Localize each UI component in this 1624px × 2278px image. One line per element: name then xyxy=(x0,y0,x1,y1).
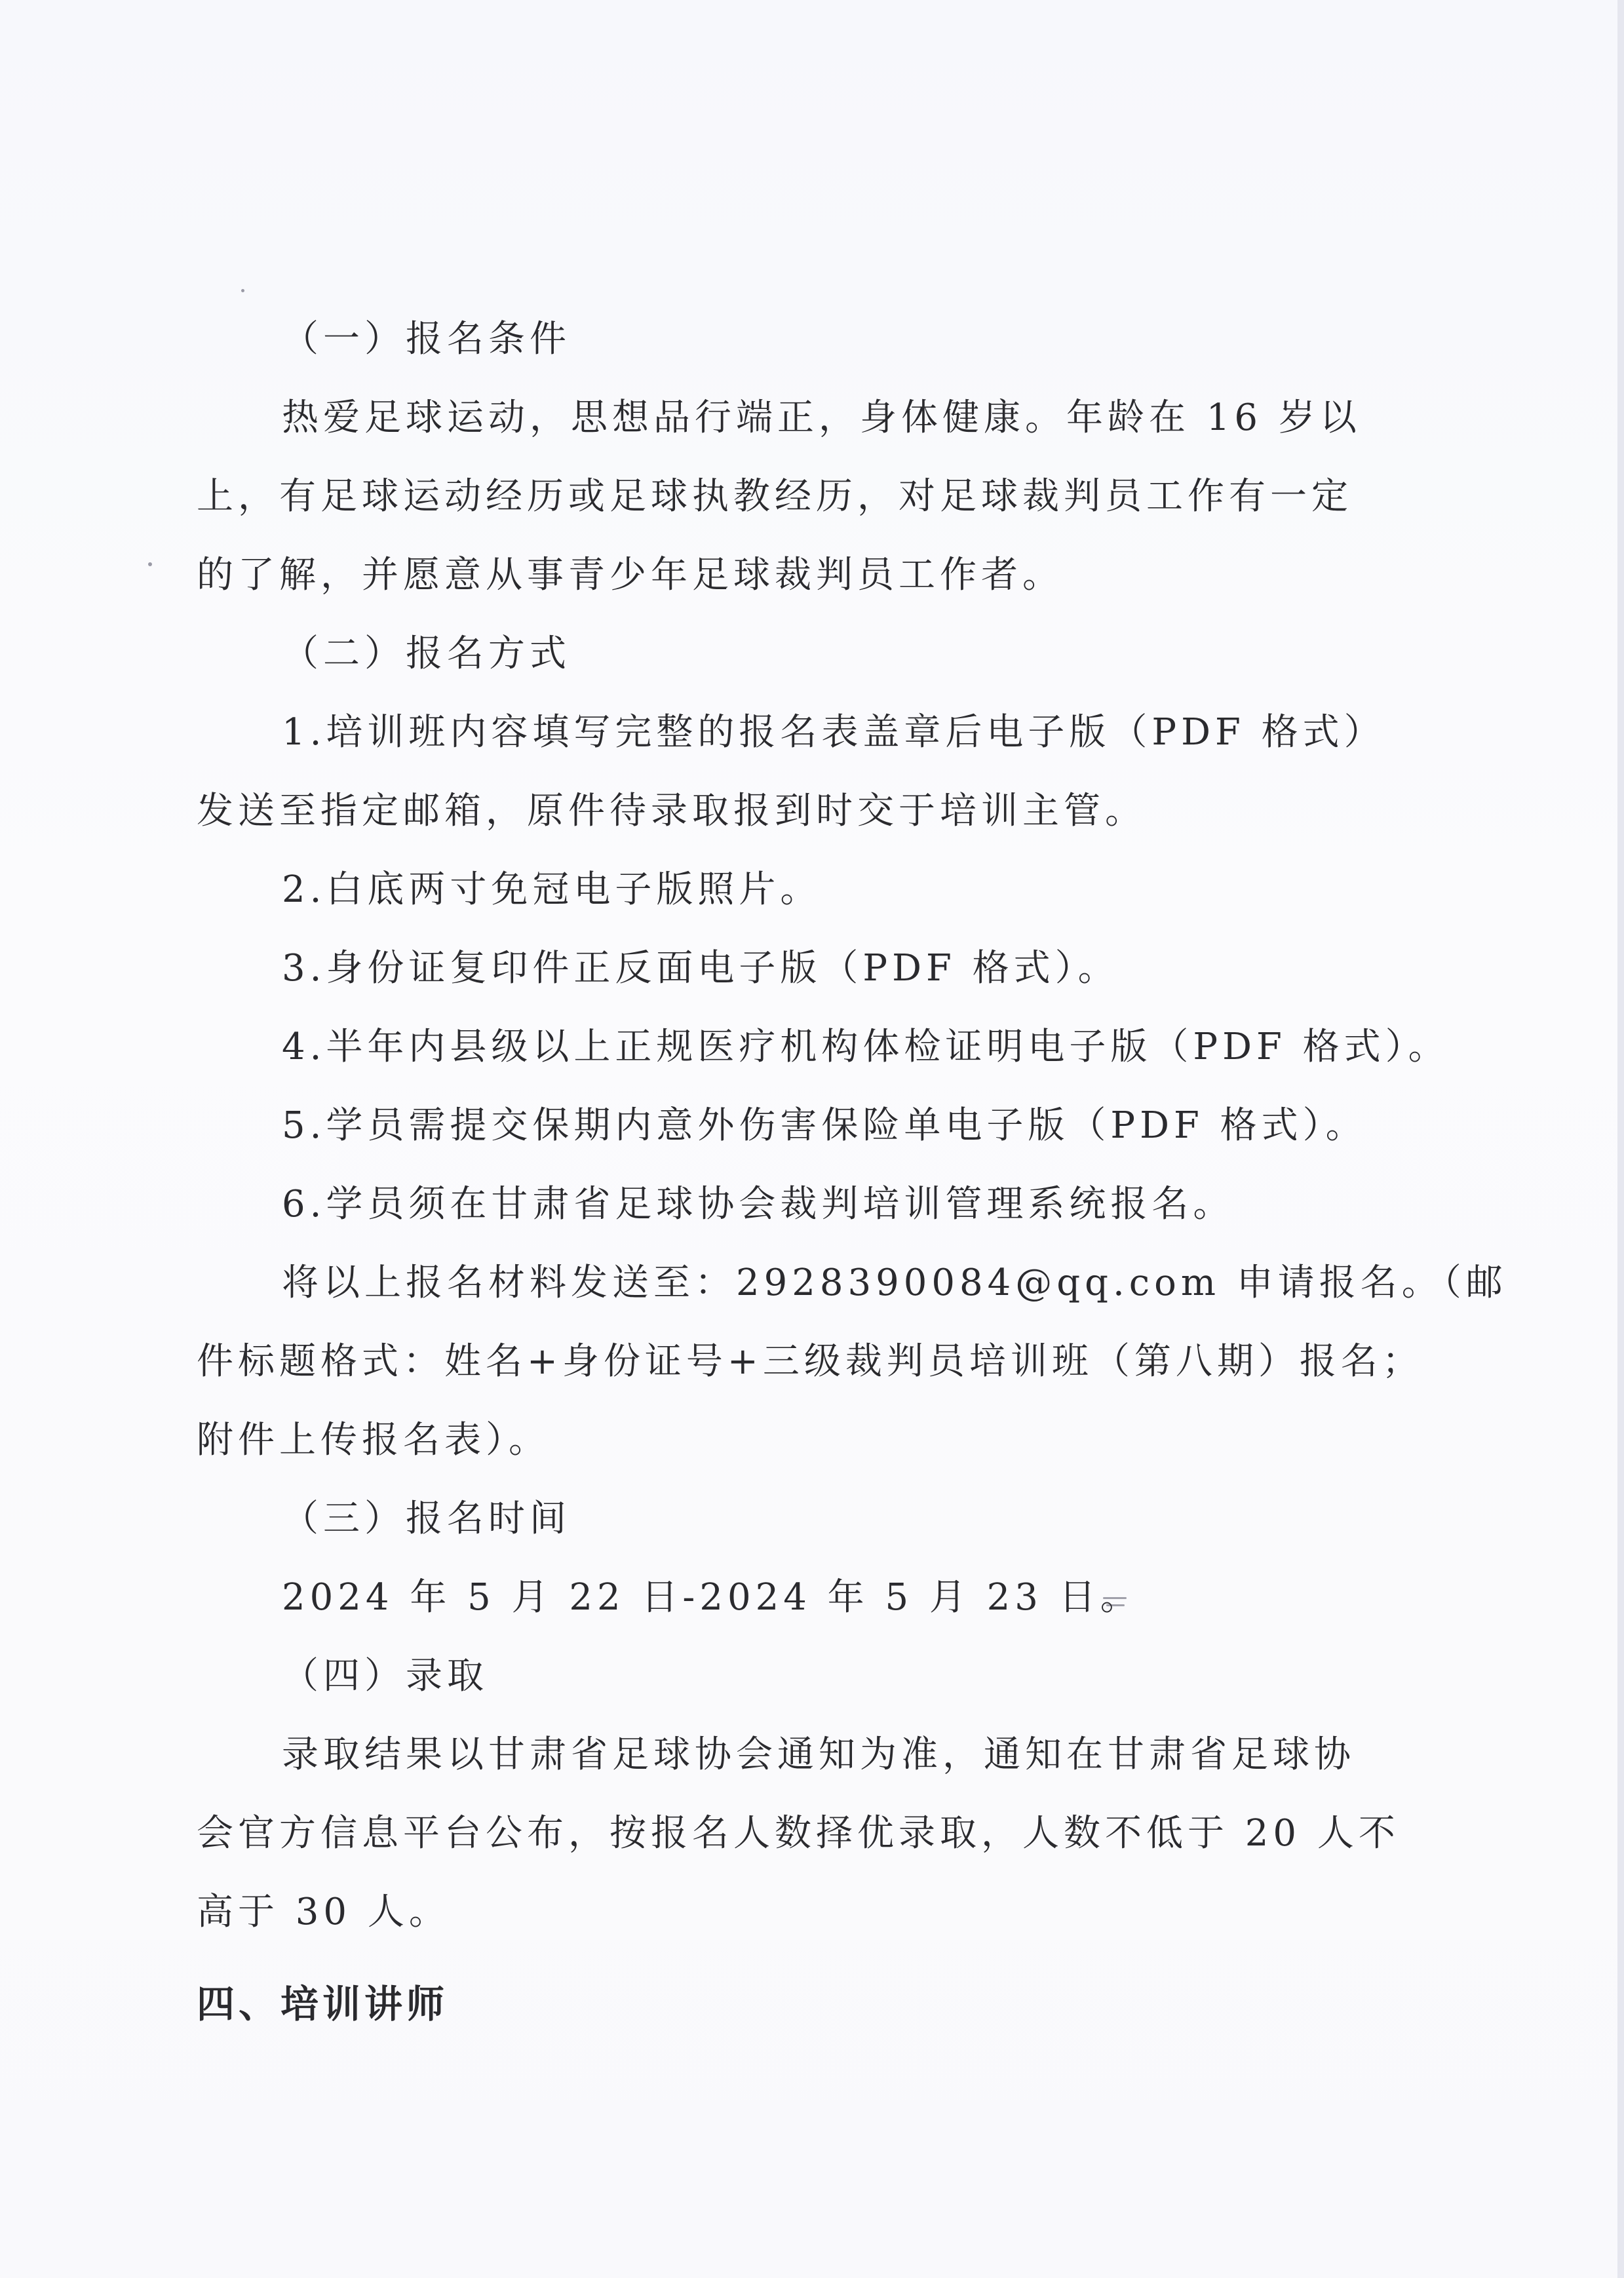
list-item: 2.白底两寸免冠电子版照片。 xyxy=(282,868,822,911)
section-heading-registration-conditions: （一）报名条件 xyxy=(282,318,571,360)
main-heading-training-lecturers: 四、培训讲师 xyxy=(197,1982,449,2026)
paragraph-line: 附件上传报名表）。 xyxy=(197,1419,550,1461)
paragraph-line: 录取结果以甘肃省足球协会通知为准，通知在甘肃省足球协 xyxy=(282,1733,1355,1776)
scan-speck xyxy=(241,289,244,292)
section-heading-registration-method: （二）报名方式 xyxy=(282,632,571,675)
paragraph-line: 2024 年 5 月 22 日-2024 年 5 月 23 日。 xyxy=(282,1576,1142,1619)
document-body xyxy=(197,300,1507,2043)
list-item: 4.半年内县级以上正规医疗机构体检证明电子版（PDF 格式）。 xyxy=(282,1026,1450,1068)
list-item-continuation: 发送至指定邮箱，原件待录取报到时交于培训主管。 xyxy=(197,790,1146,832)
list-item: 6.学员须在甘肃省足球协会裁判培训管理系统报名。 xyxy=(282,1183,1235,1226)
section-heading-registration-time: （三）报名时间 xyxy=(282,1497,571,1540)
list-item: 1.培训班内容填写完整的报名表盖章后电子版（PDF 格式） xyxy=(282,711,1385,754)
paragraph-line: 件标题格式：姓名+身份证号+三级裁判员培训班（第八期）报名； xyxy=(197,1340,1423,1383)
paragraph-line: 热爱足球运动，思想品行端正，身体健康。年龄在 16 岁以 xyxy=(282,396,1361,439)
list-item: 5.学员需提交保期内意外伤害保险单电子版（PDF 格式）。 xyxy=(282,1104,1367,1147)
scan-edge xyxy=(1617,0,1624,2278)
paragraph-line: 高于 30 人。 xyxy=(197,1891,450,1933)
scan-speck xyxy=(148,562,152,566)
paragraph-line: 会官方信息平台公布，按报名人数择优录取，人数不低于 20 人不 xyxy=(197,1812,1400,1855)
paragraph-line: 上，有足球运动经历或足球执教经历，对足球裁判员工作有一定 xyxy=(197,475,1353,518)
list-item: 3.身份证复印件正反面电子版（PDF 格式）。 xyxy=(282,947,1119,990)
section-heading-admission: （四）录取 xyxy=(282,1655,488,1697)
paragraph-line: 的了解，并愿意从事青少年足球裁判员工作者。 xyxy=(197,554,1064,596)
paragraph-line: 将以上报名材料发送至：2928390084@qq.com 申请报名。（邮 xyxy=(282,1262,1507,1304)
